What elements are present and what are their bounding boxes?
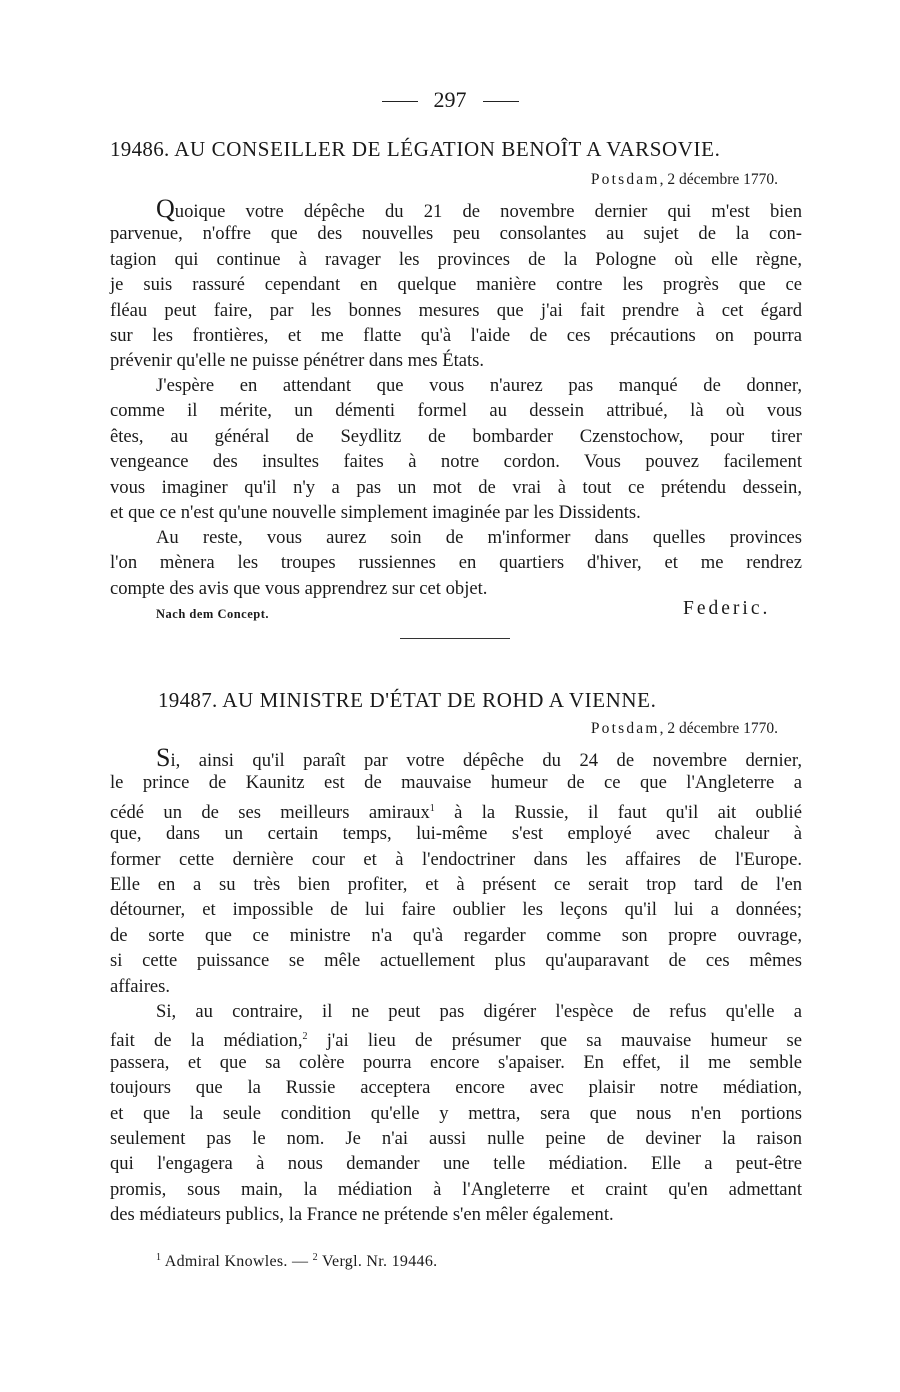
text-run: fait de la médiation,: [110, 1030, 303, 1052]
footnote-2: Vergl. Nr. 19446.: [317, 1253, 438, 1270]
footnote-marker: 2: [312, 1252, 318, 1263]
page-number-value: 297: [433, 87, 467, 112]
text-line: J'espère en attendant que vous n'aurez pas manqué de donner,: [156, 375, 802, 396]
text-line: je suis rassuré cependant en quelque manière contre les progrès que ce: [110, 274, 802, 296]
text-line: et que la seule condition qu'elle y mettra, sera que nous n'en portions: [110, 1102, 802, 1124]
footnote-1: Admiral Knowles. —: [161, 1253, 313, 1270]
text-line: Si, au contraire, il ne peut pas digérer l'espèce de refus qu'elle a: [156, 1001, 802, 1022]
text-line: affaires.: [110, 975, 171, 997]
letter-number: 19486.: [110, 137, 170, 161]
dateline-date: , 2 décembre 1770.: [659, 171, 778, 188]
text-line: que, dans un certain temps, lui-même s'est employé avec chaleur à: [110, 823, 802, 845]
text-line: prévenir qu'elle ne puisse pénétrer dans mes États.: [110, 350, 485, 372]
section-divider: [400, 638, 510, 639]
text-line: [110, 1024, 802, 1052]
text-run: i, ainsi qu'il paraît par votre dépêche du 24 de novembre dernier,: [170, 750, 802, 771]
text-line: le prince de Kaunitz est de mauvaise humeur de ce que l'Angleterre a: [110, 772, 802, 794]
dateline-date: , 2 décembre 1770.: [659, 720, 778, 737]
text-line: vengeance des insultes faites à notre cordon. Vous pouvez facilement: [110, 451, 802, 473]
text-line: toujours que la Russie acceptera encore avec plaisir notre médiation,: [110, 1077, 802, 1099]
footnote-marker: 1: [429, 802, 435, 814]
source-note: Nach dem Concept.: [156, 607, 270, 621]
text-line: fléau peut faire, par les bonnes mesures que j'ai fait prendre à cet égard: [110, 299, 802, 321]
letter-19486-paragraph-2: [110, 373, 802, 525]
letter-number: 19487.: [158, 688, 218, 712]
text-run: cédé un de ses meilleurs amiraux: [110, 801, 430, 823]
letter-heading-19486: [110, 136, 810, 162]
text-line: comme il mérite, un démenti formel au dessein attribué, là où vous: [110, 400, 802, 422]
letter-19487-paragraph-2: [110, 999, 802, 1228]
text-run: à la Russie, il faut qu'il ait oublié: [434, 801, 802, 823]
letter-19487-paragraph-1: [110, 745, 802, 999]
dateline: [591, 719, 778, 739]
text-line: former cette dernière cour et à l'endoctriner dans les affaires de l'Europe.: [110, 848, 802, 870]
signature: Federic.: [683, 598, 771, 619]
dateline-place: Potsdam: [590, 720, 660, 737]
text-line: des médiateurs publics, la France ne prétende s'en mêler également.: [110, 1204, 614, 1226]
footnote-marker: 1: [156, 1252, 162, 1263]
text-line: sur les frontières, et me flatte qu'à l'aide de ces précautions on pourra: [110, 324, 802, 346]
footnotes: [156, 1252, 437, 1271]
page-number: [0, 86, 900, 114]
text-line: seulement pas le nom. Je n'ai aussi nulle peine de deviner la raison: [110, 1127, 802, 1149]
letter-title: AU CONSEILLER DE LÉGATION BENOÎT A VARSOVIE.: [174, 137, 721, 161]
drop-cap: S: [156, 743, 171, 772]
text-run: j'ai lieu de présumer que sa mauvaise humeur se: [307, 1030, 802, 1052]
letter-19486-paragraph-3: [110, 525, 802, 601]
text-line: l'on mènera les troupes russiennes en quartiers d'hiver, et me rendrez: [110, 552, 802, 574]
text-line: [110, 745, 802, 770]
text-line: qui l'engagera à nous demander une telle médiation. Elle a peut-être: [110, 1153, 802, 1175]
text-line: passera, et que sa colère pourra encore s'apaiser. En effet, il me semble: [110, 1051, 802, 1073]
page-number-dash-right: [483, 101, 519, 102]
dateline: [591, 170, 778, 190]
text-line: êtes, au général de Seydlitz de bombarder Czenstochow, pour tirer: [110, 425, 802, 447]
footnote-marker: 2: [302, 1031, 308, 1043]
text-line: Elle en a su très bien profiter, et à présent ce serait trop tard de l'en: [110, 873, 802, 895]
dateline-place: Potsdam: [590, 171, 660, 188]
letter-title: AU MINISTRE D'ÉTAT DE ROHD A VIENNE.: [222, 688, 657, 712]
text-line: compte des avis que vous apprendrez sur cet objet.: [110, 577, 488, 599]
text-line: [110, 196, 802, 221]
text-line: si cette puissance se mêle actuellement plus qu'auparavant de ces mêmes: [110, 950, 802, 972]
drop-cap: Q: [156, 194, 175, 223]
letter-heading-19487: [158, 687, 858, 713]
text-line: de sorte que ce ministre n'a qu'à regarder comme son propre ouvrage,: [110, 924, 802, 946]
letter-19486-paragraph-1: [110, 196, 802, 374]
text-line: [110, 796, 802, 821]
text-line: parvenue, n'offre que des nouvelles peu consolantes au sujet de la con-: [110, 223, 802, 245]
text-line: détourner, et impossible de lui faire oublier les leçons qu'il lui a données;: [110, 899, 802, 921]
text-line: Au reste, vous aurez soin de m'informer dans quelles provinces: [156, 527, 802, 548]
text-line: tagion qui continue à ravager les provinces de la Pologne où elle règne,: [110, 248, 802, 270]
text-run: uoique votre dépêche du 21 de novembre dernier qui m'est bien: [174, 201, 802, 222]
text-line: vous imaginer qu'il n'y a pas un mot de vrai à tout ce prétendu dessein,: [110, 476, 802, 498]
text-line: et que ce n'est qu'une nouvelle simplement imaginée par les Dissidents.: [110, 501, 641, 523]
page-number-dash-left: [382, 101, 418, 102]
text-line: promis, sous main, la médiation à l'Angleterre et craint qu'en admettant: [110, 1178, 802, 1200]
